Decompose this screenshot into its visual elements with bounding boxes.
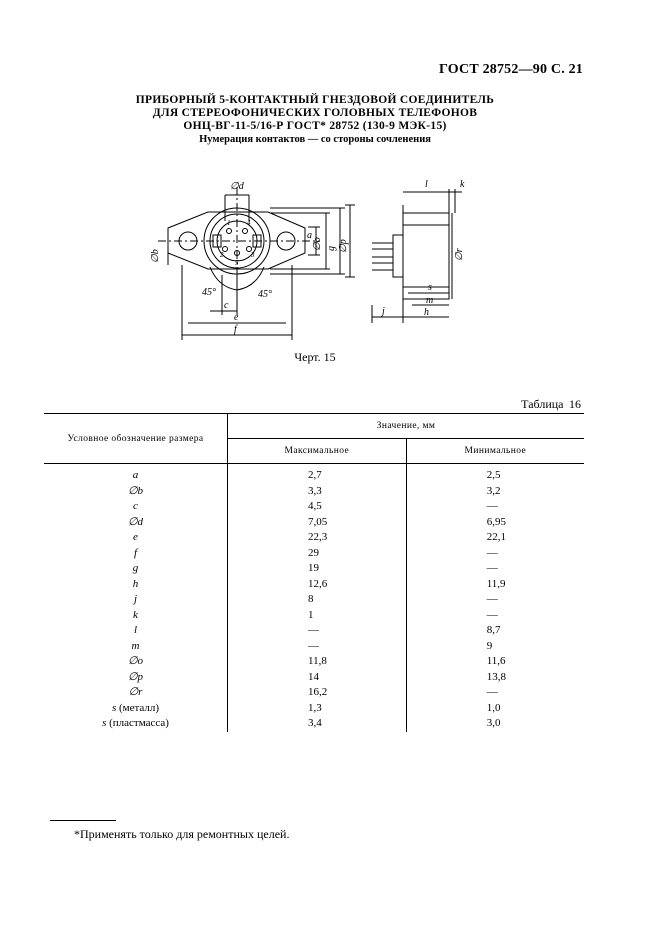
dimensions-table (44, 413, 584, 732)
pin-label-5: 5 (235, 259, 239, 267)
cell-max: 11,8 (228, 654, 407, 670)
symbol-text: l (133, 624, 138, 636)
pin-label-1: 1 (227, 219, 231, 227)
dim-label-m: m (426, 295, 434, 306)
cell-min: — (486, 686, 498, 698)
dim-label-d: ∅d (230, 181, 244, 192)
dim-label-a: a (307, 230, 312, 241)
symbol-text: f (133, 546, 138, 559)
cell-max: 19 (228, 561, 407, 577)
symbol-text: e (133, 531, 138, 543)
cell-min: 8,7 (486, 624, 501, 636)
cell-symbol (44, 716, 228, 732)
table-row (44, 515, 584, 531)
table-row (44, 577, 584, 593)
cell-min: 2,5 (486, 469, 501, 481)
table-number-label (521, 397, 581, 412)
table-row (44, 623, 584, 639)
cell-max: 22,3 (228, 530, 407, 546)
page-header-reference: ГОСТ 28752—90 С. 21 (439, 62, 583, 77)
connector-technical-drawing (150, 165, 470, 365)
symbol-text: s (111, 701, 117, 714)
title-line-3: ОНЦ-ВГ-11-5/16-Р ГОСТ* 28752 (130-9 МЭК-15) (183, 120, 447, 132)
table-label-number: 16 (569, 397, 581, 411)
cell-min: 11,6 (486, 655, 506, 667)
cell-symbol (44, 561, 228, 577)
cell-symbol (44, 608, 228, 624)
table-row (44, 546, 584, 562)
symbol-text: s (102, 717, 107, 729)
cell-min: — (486, 500, 498, 512)
cell-min: 3,0 (486, 717, 501, 729)
symbol-text: ∅b (127, 484, 144, 497)
symbol-text: m (131, 639, 140, 652)
symbol-text: a (132, 469, 139, 481)
cell-min: — (486, 546, 498, 559)
dim-label-f: f (234, 324, 237, 335)
dim-label-s: s (428, 282, 432, 293)
symbol-text: h (132, 577, 139, 590)
title-line-1: ПРИБОРНЫЙ 5-КОНТАКТНЫЙ ГНЕЗДОВОЙ СОЕДИНИТЕЛЬ (135, 94, 495, 106)
dim-label-k: k (460, 179, 465, 190)
table-row (44, 499, 584, 515)
table-row (44, 592, 584, 608)
symbol-text: ∅p (127, 670, 144, 683)
table-row (44, 701, 584, 717)
cell-min: 1,0 (486, 701, 501, 714)
pin-label-2: 2 (220, 251, 224, 259)
symbol-qualifier: (пластмасса) (109, 717, 169, 729)
cell-min: 11,9 (486, 577, 506, 590)
cell-max: 8 (228, 592, 407, 608)
cell-symbol (44, 639, 228, 655)
table-row (44, 484, 584, 500)
title-line-2: ДЛЯ СТЕРЕОФОНИЧЕСКИХ ГОЛОВНЫХ ТЕЛЕФОНОВ (152, 107, 478, 119)
dim-label-r: ∅r (454, 248, 465, 261)
dim-label-g: g (326, 246, 337, 251)
cell-symbol (44, 623, 228, 639)
symbol-text: ∅o (127, 655, 144, 667)
cell-symbol (44, 515, 228, 531)
cell-max: 7,05 (228, 515, 407, 531)
cell-min: — (486, 562, 498, 574)
cell-min: 9 (486, 639, 493, 652)
dim-label-o: ∅o (312, 237, 323, 251)
table-row (44, 654, 584, 670)
cell-symbol (44, 484, 228, 500)
title-subtitle: Нумерация контактов — со стороны сочленения (199, 134, 431, 145)
header-dimension-symbol: Условное обозначение размера (44, 414, 228, 464)
table-body (44, 464, 584, 732)
dim-label-e: e (234, 312, 239, 323)
cell-symbol (44, 654, 228, 670)
table-row (44, 464, 584, 484)
dim-label-h: h (424, 307, 429, 318)
cell-max: 14 (228, 670, 407, 686)
table-label-word: Таблица (521, 397, 564, 411)
cell-symbol (44, 464, 228, 484)
cell-symbol (44, 577, 228, 593)
dim-label-j: j (382, 306, 385, 317)
angle-label-left: 45° (202, 287, 216, 298)
footnote-divider (50, 820, 116, 821)
table-row (44, 716, 584, 732)
table-row (44, 639, 584, 655)
dim-label-c: c (224, 300, 229, 311)
angle-label-right: 45° (258, 289, 272, 300)
table-row (44, 670, 584, 686)
dim-label-b: ∅b (150, 249, 161, 263)
cell-min: 13,8 (486, 670, 506, 683)
document-title-block (60, 94, 570, 146)
symbol-text: j (133, 593, 138, 605)
cell-max: 16,2 (228, 685, 407, 701)
table-row (44, 561, 584, 577)
cell-max: 1 (228, 608, 407, 624)
cell-min: 3,2 (486, 484, 501, 497)
connector-drawing-svg (150, 165, 470, 365)
cell-min: — (486, 608, 498, 621)
symbol-text: c (133, 500, 138, 512)
symbol-text: k (133, 608, 138, 621)
cell-min: 22,1 (486, 531, 506, 543)
header-minimum: Минимальное (406, 439, 584, 464)
cell-max: 29 (228, 546, 407, 562)
footnote: *Применять только для ремонтных целей. (74, 827, 290, 841)
cell-symbol (44, 592, 228, 608)
cell-symbol (44, 546, 228, 562)
symbol-text: ∅r (128, 686, 143, 698)
cell-min: — (486, 593, 498, 605)
table-row (44, 608, 584, 624)
cell-max: 3,3 (228, 484, 407, 500)
dim-label-l: l (425, 179, 428, 190)
cell-max: 3,4 (228, 716, 407, 732)
symbol-text: ∅d (127, 515, 144, 528)
pin-label-4: 4 (247, 219, 251, 227)
symbol-qualifier: (металл) (118, 701, 160, 714)
cell-symbol (44, 499, 228, 515)
cell-min: 6,95 (486, 515, 506, 528)
figure-caption: Черт. 15 (294, 350, 336, 364)
cell-max: — (228, 639, 407, 655)
pin-label-3: 3 (251, 251, 255, 259)
table-row (44, 530, 584, 546)
cell-max: 12,6 (228, 577, 407, 593)
cell-symbol (44, 670, 228, 686)
cell-max: 1,3 (228, 701, 407, 717)
cell-symbol (44, 530, 228, 546)
header-value-mm: Значение, мм (228, 414, 585, 439)
table-row (44, 685, 584, 701)
symbol-text: g (132, 562, 139, 574)
cell-max: 2,7 (228, 464, 407, 484)
cell-symbol (44, 685, 228, 701)
cell-max: — (228, 623, 407, 639)
cell-symbol (44, 701, 228, 717)
cell-max: 4,5 (228, 499, 407, 515)
dim-label-p: ∅p (338, 239, 349, 253)
header-maximum: Максимальное (228, 439, 407, 464)
